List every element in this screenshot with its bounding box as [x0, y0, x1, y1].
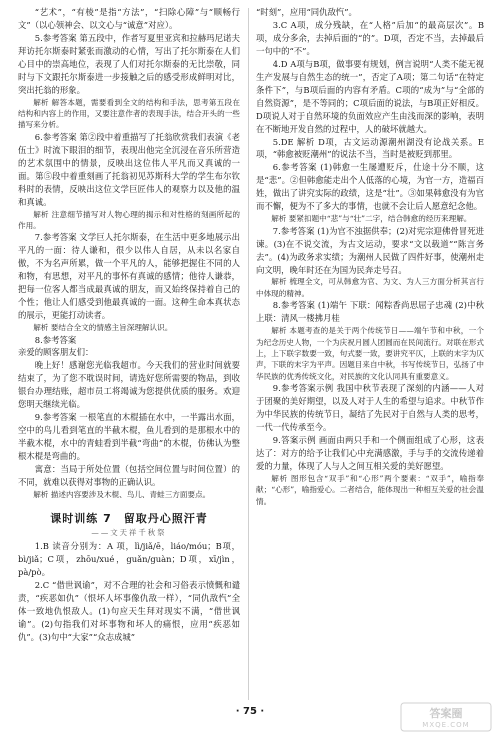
left-column: [18, 6, 240, 704]
lesson-analysis-9: 解析 图形包含“双手”和“心形”两个要素：“双手”，喻指奉献；“心形”，喻指爱心。二者结合，能体现出一种相互关爱的社会温情。: [256, 473, 484, 506]
answer-8-heading: 8.参考答案: [34, 334, 77, 345]
lesson-answer-2: 2.C “借世讽谕”，对不合理的社会和习俗表示愤慨和谴责，“疾恶如仇”（恨坏人坏事像仇敌一样），“同仇敌忾”全体一致地仇恨敌人。(1)句应天生拜对现实不满，“借世讽谕”。(2)句指我们对坏事物和坏人的痛恨，应用“疾恶如仇”。(3)句中“大家”“众志成城”: [18, 580, 240, 643]
lesson-answer-7: 7.参考答案 (1)为官不浊据供奉；(2)对宪宗迎佛骨冒死进谏。(3)在不说交流，为古文运动，要求“文以载道”“陈言务去”。(4)为政务求实绩；为潮州人民做了四件好事，使潮州走向文明，晚年时还在为国为民奔走号召。: [256, 225, 484, 275]
page-number: · 75 ·: [235, 706, 265, 717]
paragraph: “艺术”，“有棱”是指“方法”，“扫除心障”与“顺畅行文”（以心领神会、以文心与“诚意”对应）。: [18, 7, 240, 30]
watermark-url: MXQE.COM: [422, 721, 470, 729]
lesson-header: [18, 507, 240, 538]
lesson-answer-9: 9.答案示例 画面由两只手和一个侧面组成了心形，这表达了：对方的给予让我们心中充满感激，手与手的交流传递着爱的力量，体现了人与人之间互相关爱的美好愿望。: [256, 435, 484, 471]
lesson-answer-1: 1.B 读音分别为：A 项，lì/jiǎ/ē，liáo/móu；B项，bì/jiǎ；C项，zhōu/xué，guǎn/guàn；D项，xī/jìn，pà/pò。: [18, 541, 240, 578]
answer-5: 5.参考答案 第五段中，作者写夏里亚宾和拉赫玛尼诺夫拜访托尔斯泰时紧张而激动的心情，写出了托尔斯泰在人们心目中的崇高地位，表现了人们对托尔斯泰的无比崇敬，同时与下文跟托尔斯泰进一步接触之后的感受形成鲜明对比，突出托翁的形象。: [18, 32, 240, 95]
lesson-answer-5: 5.DE 解析 D项，古文运动源潮州湖没有论战关系。E项，“韩愈被贬潮州”的说法不当，当时是被贬到那里。: [256, 136, 484, 160]
watermark-logo: [400, 702, 492, 732]
analysis-7: 解析 要结合全文的情感主旨深理解认识。: [33, 323, 173, 333]
lesson-analysis-6: 解析 要紧扣题中“悲”与“壮”二字，结合韩愈的经历来理解。: [271, 214, 472, 224]
answer-8-body: 晚上好！感谢您光临我超市。今天我们的营业时间就要结束了，为了您不耽误时间，请选好您所需要的物品，到收银台办理结账，超市员工将竭诚为您提供优质的服务。欢迎您明天继续光临。: [18, 360, 240, 410]
lesson-analysis-7: 解析 梳理全文，可从韩愈为官、为文、为人三方面分析其言行中体现的精神。: [256, 277, 484, 298]
lesson-answer-4: 4.D A项与B项，做事要有规划，例言说明“人类不能无视生产发展与自然生态的统一”，否定了A项；第二句话“在特定条件下”，与B项后面的内容有矛盾。C项的“成为”与“全部的自然资源”，是不等同的；C项后面的说法，与B项正好相反。D项说人对于自然环境的负面效应产生由浅而深的影响，表明在不断地开发自然的过程中，人的破坏就越大。: [256, 58, 484, 134]
watermark-text: 答案圈: [429, 707, 463, 720]
lesson-subtitle: ——文天祥千秋祭: [91, 528, 167, 538]
lesson-answer-8: 8.参考答案 (1)端午 下联：闻粽香尚思屈子忠魂 (2)中秋 上联：清风一楼拂月桂: [256, 300, 484, 324]
answer-9: 9.参考答案 一根笔直的木棍插在水中，一半露出水面，空中的鸟儿看到笔直的半截木棍，鱼儿看到的是那根水中的半截木棍，水中的青蛙看到半截“弯曲”的木棍，仿佛认为整根木棍是弯曲的。: [18, 412, 240, 462]
answer-7: 7.参考答案 文学巨人托尔斯泰，在生活中更多地展示出平凡的一面：待人谦和，很少以伟人自居，从未以名家自傲，不为名声所累，做一个平凡的人，能够把握住不同的人和物，有思想，对平凡的事怀有真诚的感情；他待人谦恭，把每一位客人都当成最真诚的朋友，而又始终保持着自己的个性；他让人们感受到他最真诚的一面。这种生命本真状态的展示，更能打动读者。: [18, 232, 240, 321]
lesson-answer-6: 6.参考答案 (1)韩愈一生屡遭贬斥，仕途十分不顺，这是“悲”。②但韩愈能走出个人低落的心境，为官一方，造福百姓，做出了讲究实际的政绩，这是“壮”。③如果韩愈没有为官而不懈，便为不了多大的事情，也就不会让后人愿意纪念他。: [256, 162, 484, 212]
analysis-9: 解析 描述内容要涉及木棍、鸟儿、青蛙三方面要点。: [33, 489, 211, 499]
lesson-analysis-8: 解析 本题考查的是关于两个传统节日——端午节和中秋，一个为纪念历史人物，一个为庆祝月圆人团圆而在民间流行。对联在形式上，上下联字数要一致，句式要一致，要讲究平仄，上联的末字为仄声，下联的末字为平声。因题目来自中秋，书写传统节日，弘扬了中华民族的优秀传统文化，对民族的文化认同具有重要意义。: [256, 326, 484, 381]
answer-6: 6.参考答案 第②段中着重描写了托翁欣赏我们表演《老伍士》时流下眼泪的细节，表现出他完全沉浸在音乐所营造的艺术氛围中的情景，反映出这位伟人平凡而又真诚的一面。第⑤段中着重刻画了托翁初见苏斯科大学的学生布尔钦科时的表情，反映出这位文学巨匠伟人的观察力以及他的温和真诚。: [18, 131, 240, 207]
column-divider: [248, 8, 249, 700]
lesson-answer-3: 3.C A项，成分残缺，在“人格”后加“的最高层次”。B项，成分多余，去掉后面的“的”。D项，否定不当，去掉最后一句中的“不”。: [256, 19, 484, 56]
paragraph: “时刻”，应用“同仇敌忾”。: [256, 7, 357, 17]
right-column: [256, 6, 484, 704]
answer-9-moral: 寓意：当局于所处位置（包括空间位置与时间位置）的不同，就难以获得对事物的正确认识。: [18, 464, 240, 487]
analysis-6: 解析 注意细节描写对人物心理的揭示和对性格的刻画所起的作用。: [18, 209, 240, 231]
analysis-5: 解析 解答本题，需要看到全文的结构和手法，思考第五段在结构和内容上的作用，又要注意作者的表现手法，结合开头的一些描写来分析。: [18, 97, 240, 130]
lesson-title: 课时训练 7 留取丹心照汗青: [50, 512, 208, 526]
lesson-answer-8-extra: 9.参考答案示例 我国中秋节表现了深刻的内涵——人对于团聚的美好期望，以及人对于人生的希望与追求。中秋节作为中华民族的传统节日，凝结了先民对于自然与人类的思考，一代一代传承至今。: [256, 383, 484, 433]
answer-8-greeting: 亲爱的顾客朋友们：: [18, 347, 94, 358]
